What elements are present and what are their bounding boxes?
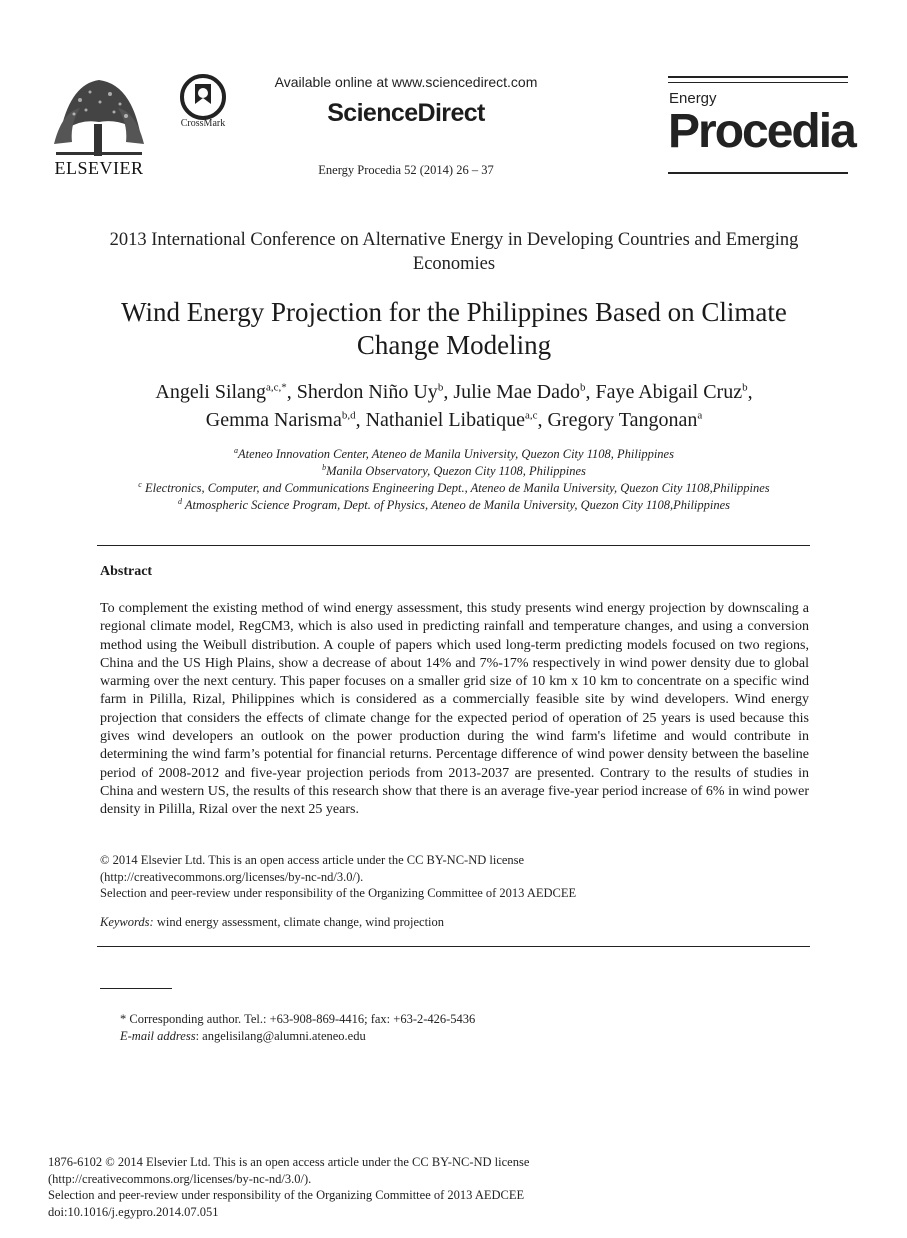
- affiliation-list: [90, 446, 818, 514]
- peer-review-bottom: Selection and peer-review under responsibility of the Organizing Committee of 2013 AEDCEE: [48, 1188, 525, 1202]
- abstract-heading: Abstract: [100, 564, 153, 579]
- affiliation: [90, 480, 818, 497]
- email-line: [120, 1028, 810, 1045]
- footnote-rule: [100, 988, 172, 989]
- paper-title: Wind Energy Projection for the Philippines Based on Climate Change Modeling: [121, 297, 787, 360]
- author-affiliation-mark: b: [579, 381, 586, 394]
- logo-procedia-text: Procedia: [668, 105, 855, 158]
- crossmark-badge[interactable]: [168, 74, 238, 134]
- author-affiliation-mark: a,c,*: [265, 381, 287, 394]
- footnote: [120, 1011, 810, 1045]
- license-text: © 2014 Elsevier Ltd. This is an open access article under the CC BY-NC-ND license: [100, 853, 525, 867]
- affiliation-mark: d: [177, 496, 182, 506]
- journal-reference: Energy Procedia 52 (2014) 26 – 37: [318, 163, 494, 177]
- logo-rule: [668, 82, 848, 83]
- keywords-text: wind energy assessment, climate change, wind projection: [153, 915, 445, 929]
- affiliation-text: Manila Observatory, Quezon City 1108, Philippines: [326, 464, 586, 478]
- bottom-copyright-block: [48, 1154, 808, 1220]
- author-affiliation-mark: b: [742, 381, 748, 394]
- abstract-body: To complement the existing method of wind energy assessment, this study presents wind energy projection by downscaling a regional climate model, RegCM3, which is also used in predicting rainfall and temperature changes, and using a conversion method using the Weibull distribution. A couple of papers which used long-term predicting models focused on two regions, China and the US High Plains, show a decrease of about 14% and 7%-17% respectively in wind power density due to global warming over the next century. This paper focuses on a smaller grid size of 10 km x 10 km to concentrate on a specific wind farm in Pililla, Rizal, Philippines which is considered as a commercially feasible site by wind developers. Wind energy projection that considers the effects of climate change for the expected period of operation of 25 years is used because this gives wind developers an outlook on the power production during the wind farm's lifetime and would contribute in determining the wind farm’s potential for financial returns. Percentage difference of wind power density between the baseline period of 2008-2012 and five-year projection periods from 2013-2037 are presented. Contrary to the results of studies in China and western US, the results of this research show that there is an average five-year period increase of 6% in wind power density in Pililla, Rizal over the next 25 years.: [100, 601, 809, 818]
- license-block: [100, 852, 809, 902]
- energy-procedia-logo: [668, 74, 855, 176]
- crossmark-label: CrossMark: [180, 118, 226, 129]
- conference-name: 2013 International Conference on Alternative Energy in Developing Countries and Emerging Economies: [109, 230, 799, 274]
- author-affiliation-mark: b: [437, 381, 444, 394]
- crossmark-icon: [180, 74, 226, 120]
- author-affiliation-mark: a,c: [524, 409, 538, 422]
- author-name: Gemma Narisma: [205, 409, 342, 431]
- author-affiliation-mark: a: [697, 409, 703, 422]
- author-name: Faye Abigail Cruz: [595, 381, 743, 403]
- corresponding-author: * Corresponding author. Tel.: +63-908-869-4416; fax: +63-2-426-5436: [120, 1012, 476, 1026]
- doi[interactable]: doi:10.1016/j.egypro.2014.07.051: [48, 1204, 219, 1219]
- keywords-label: Keywords:: [100, 915, 154, 929]
- author-name: Angeli Silang: [155, 381, 266, 403]
- elsevier-tree-icon: [50, 74, 148, 158]
- license-link[interactable]: (http://creativecommons.org/licenses/by-nc-nd/3.0/).: [100, 869, 364, 884]
- logo-energy-text: Energy: [669, 90, 717, 107]
- affiliation-text: Ateneo Innovation Center, Ateneo de Manila University, Quezon City 1108, Philippines: [238, 447, 674, 461]
- license-link-bottom[interactable]: (http://creativecommons.org/licenses/by-nc-nd/3.0/).: [48, 1171, 312, 1186]
- author-list: Angeli Silang$^{a,c,*}$, Sherdon Niño Uy$^b$, Julie Mae Dado$^b$, Faye Abigail Cruz$^b$, Gemma Narisma$^{b,d}$, Nathaniel Libatique$^{a,c}$, Gregory Tangonan$^a$: [155, 381, 753, 431]
- publisher-name: ELSEVIER: [54, 158, 144, 178]
- author-name: Julie Mae Dado: [453, 381, 580, 403]
- author-name: Nathaniel Libatique: [365, 409, 525, 431]
- email-label: E-mail address: [120, 1029, 196, 1043]
- affiliation-mark: c: [138, 479, 142, 489]
- affiliation-text: Atmospheric Science Program, Dept. of Physics, Ateneo de Manila University, Quezon City 1108,Philippines: [181, 498, 731, 512]
- affiliation: [90, 497, 818, 514]
- affiliation-mark: b: [322, 462, 327, 472]
- logo-rule: [668, 76, 848, 78]
- divider: [97, 545, 810, 546]
- author-name: Gregory Tangonan: [547, 409, 698, 431]
- sciencedirect-logo: ScienceDirect: [327, 99, 485, 127]
- divider: [97, 946, 810, 947]
- affiliation: [90, 446, 818, 463]
- author-affiliation-mark: b,d: [341, 409, 356, 422]
- keywords: [100, 915, 809, 930]
- available-online-text: Available online at www.sciencedirect.com: [274, 74, 538, 90]
- email-address[interactable]: : angelisilang@alumni.ateneo.edu: [195, 1029, 366, 1043]
- issn-copyright: 1876-6102 © 2014 Elsevier Ltd. This is an open access article under the CC BY-NC-ND license: [48, 1155, 530, 1169]
- elsevier-logo: [50, 74, 148, 180]
- affiliation-text: Electronics, Computer, and Communications Engineering Dept., Ateneo de Manila University, Quezon City 1108,Philippines: [141, 481, 770, 495]
- author-name: Sherdon Niño Uy: [296, 381, 438, 403]
- affiliation-mark: a: [234, 445, 239, 455]
- affiliation: [90, 463, 818, 480]
- peer-review-text: Selection and peer-review under responsibility of the Organizing Committee of 2013 AEDCEE: [100, 886, 577, 900]
- logo-rule: [668, 172, 848, 174]
